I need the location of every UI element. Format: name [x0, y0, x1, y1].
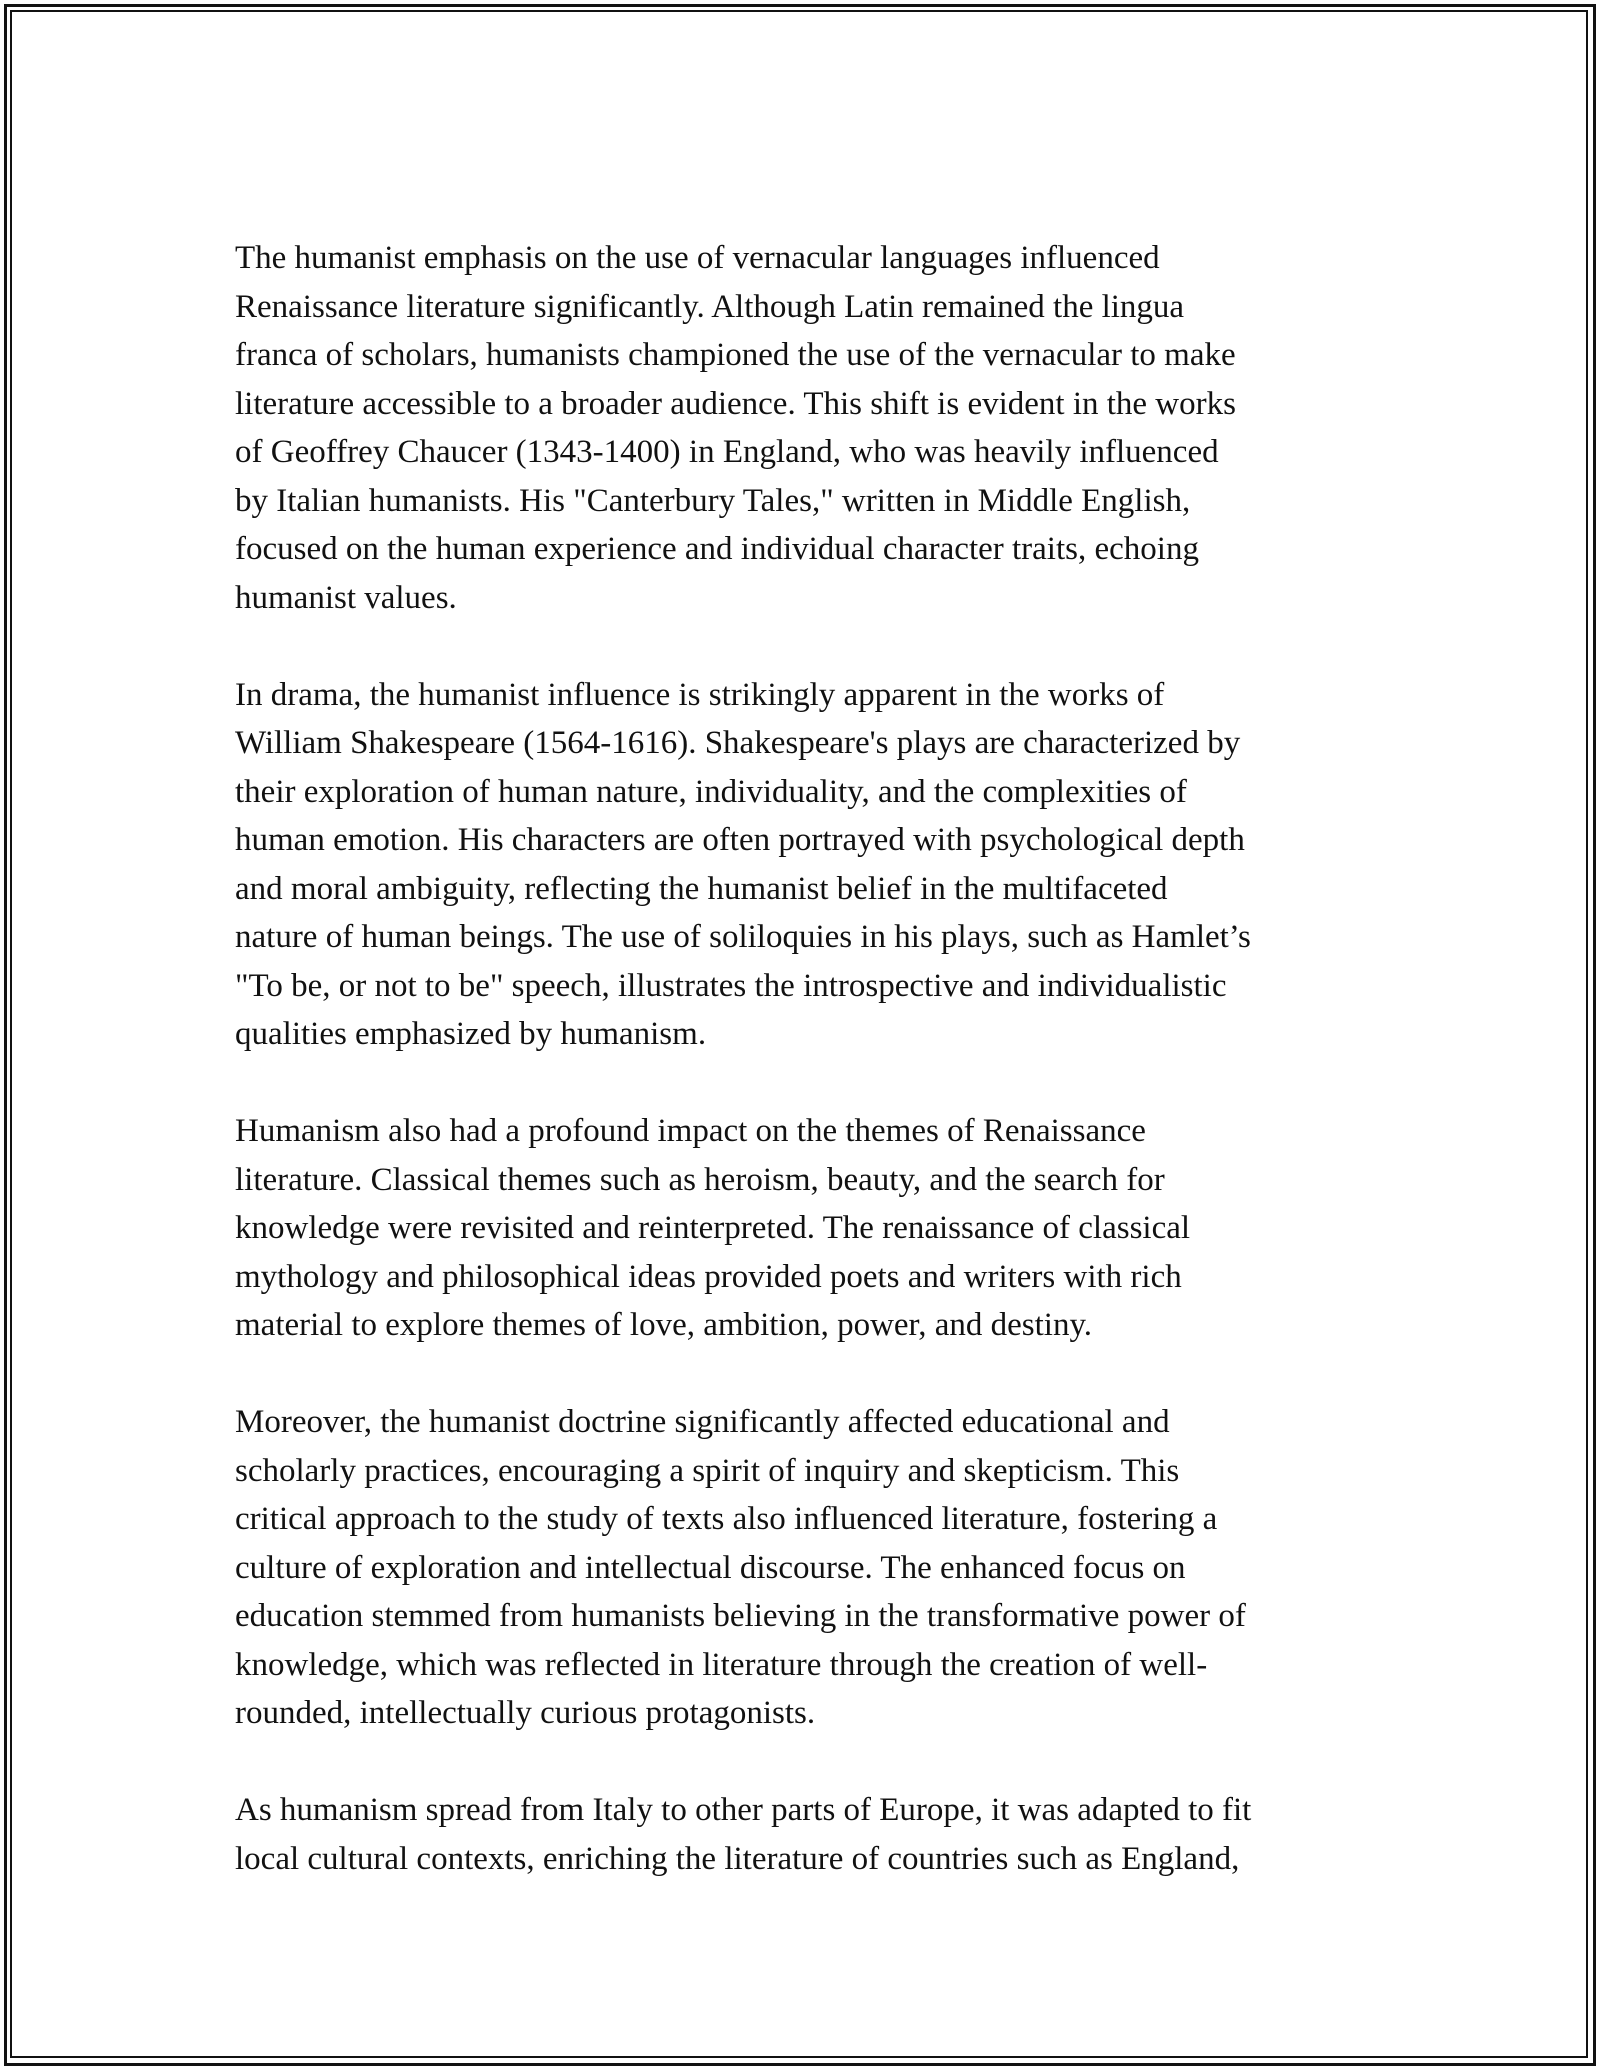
text-line: As humanism spread from Italy to other parts of Europe, it was adapted to fit: [235, 1792, 1252, 1828]
text-line: knowledge were revisited and reinterpreted. The renaissance of classical: [235, 1210, 1191, 1246]
text-line: literature. Classical themes such as heroism, beauty, and the search for: [235, 1161, 1165, 1198]
text-line: education stemmed from humanists believing in the transformative power of: [235, 1598, 1246, 1634]
text-line: material to explore themes of love, ambition, power, and destiny.: [235, 1307, 1093, 1343]
text-line: rounded, intellectually curious protagonists.: [235, 1695, 816, 1731]
text-line: literature accessible to a broader audience. This shift is evident in the works: [235, 385, 1236, 422]
text-line: knowledge, which was reflected in literature through the creation of well-: [235, 1646, 1208, 1683]
text-line: culture of exploration and intellectual discourse. The enhanced focus on: [235, 1549, 1186, 1586]
text-line: In drama, the humanist influence is strikingly apparent in the works of: [235, 676, 1165, 713]
text-line: Humanism also had a profound impact on the themes of Renaissance: [235, 1113, 1146, 1149]
text-line: franca of scholars, humanists championed the use of the vernacular to make: [235, 337, 1236, 373]
text-line: and moral ambiguity, reflecting the humanist belief in the multifaceted: [235, 870, 1168, 907]
text-line: of Geoffrey Chaucer (1343-1400) in England, who was heavily influenced: [235, 434, 1219, 470]
paragraph-themes: [235, 1107, 1395, 1350]
text-line: The humanist emphasis on the use of vernacular languages influenced: [235, 240, 1160, 276]
text-line: critical approach to the study of texts also influenced literature, fostering a: [235, 1501, 1218, 1537]
text-line: scholarly practices, encouraging a spirit of inquiry and skepticism. This: [235, 1452, 1180, 1489]
text-line: mythology and philosophical ideas provided poets and writers with rich: [235, 1258, 1182, 1295]
paragraph-education: [235, 1398, 1395, 1738]
text-line: their exploration of human nature, individuality, and the complexities of: [235, 773, 1187, 810]
paragraph-vernacular: [235, 234, 1395, 622]
text-line: "To be, or not to be" speech, illustrates the introspective and individualistic: [235, 967, 1227, 1004]
paragraph-spread: [235, 1786, 1395, 1883]
text-line: humanist values.: [235, 579, 457, 616]
document-body: [235, 234, 1395, 1932]
text-line: William Shakespeare (1564-1616). Shakespeare's plays are characterized by: [235, 725, 1241, 761]
text-line: human emotion. His characters are often portrayed with psychological depth: [235, 822, 1245, 858]
text-line: Moreover, the humanist doctrine significantly affected educational and: [235, 1404, 1170, 1440]
text-line: Renaissance literature significantly. Although Latin remained the lingua: [235, 288, 1185, 325]
text-line: by Italian humanists. His "Canterbury Tales," written in Middle English,: [235, 482, 1191, 519]
text-line: focused on the human experience and individual character traits, echoing: [235, 531, 1199, 567]
text-line: local cultural contexts, enriching the literature of countries such as England,: [235, 1840, 1240, 1877]
text-line: nature of human beings. The use of soliloquies in his plays, such as Hamlet’s: [235, 919, 1251, 955]
text-line: qualities emphasized by humanism.: [235, 1016, 707, 1052]
paragraph-drama: [235, 671, 1395, 1059]
